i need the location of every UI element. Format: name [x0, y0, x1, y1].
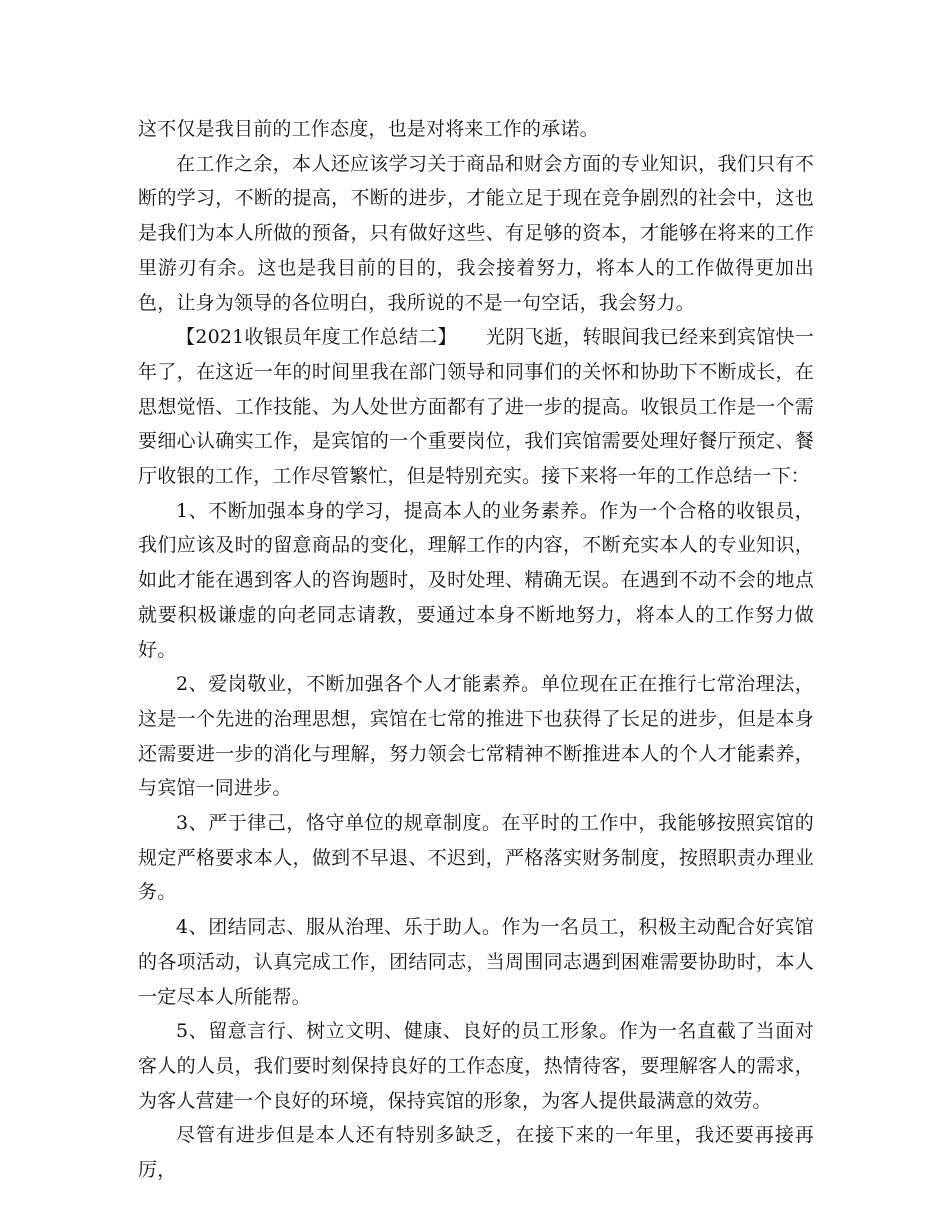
paragraph-7: 4、团结同志、服从治理、乐于助人。作为一名员工，积极主动配合好宾馆的各项活动，认真完成工作，团结同志，当周围同志遇到困难需要协助时，本人一定尽本人所能帮。 [138, 916, 814, 1008]
paragraph-1: 这不仅是我目前的工作态度，也是对将来工作的承诺。 [138, 118, 599, 140]
paragraph-5: 2、爱岗敬业，不断加强各个人才能素养。单位现在正在推行七常治理法，这是一个先进的治理思想，宾馆在七常的推进下也获得了长足的进步，但是本身还需要进一步的消化与理解，努力领会七常精神不断推进本人的个人才能素养，与宾馆一同进步。 [138, 673, 814, 800]
paragraph-8: 5、留意言行、树立文明、健康、良好的员工形象。作为一名直截了当面对客人的人员，我们要时刻保持良好的工作态度，热情待客，要理解客人的需求，为客人营建一个良好的环境，保持宾馆的形象，为客人提供最满意的效劳。 [138, 1020, 814, 1112]
paragraph-2: 在工作之余，本人还应该学习关于商品和财会方面的专业知识，我们只有不断的学习，不断的提高，不断的进步，才能立足于现在竞争剧烈的社会中，这也是我们为本人所做的预备，只有做好这些、有足够的资本，才能够在将来的工作里游刃有余。这也是我目前的目的，我会接着努力，将本人的工作做得更加出色，让身为领导的各位明白，我所说的不是一句空话，我会努力。 [138, 152, 814, 314]
paragraph-4: 1、不断加强本身的学习，提高本人的业务素养。作为一个合格的收银员，我们应该及时的留意商品的变化，理解工作的内容，不断充实本人的专业知识，如此才能在遇到客人的咨询题时，及时处理、精确无误。在遇到不动不会的地点就要积极谦虚的向老同志请教，要通过本身不断地努力，将本人的工作努力做好。 [138, 499, 814, 661]
document-page [138, 112, 814, 1188]
paragraph-3: 【2021收银员年度工作总结二】 光阴飞逝，转眼间我已经来到宾馆快一年了，在这近一年的时间里我在部门领导和同事们的关怀和协助下不断成长，在思想觉悟、工作技能、为人处世方面都有了进一步的提高。收银员工作是一个需要细心认确实工作，是宾馆的一个重要岗位，我们宾馆需要处理好餐厅预定、餐厅收银的工作，工作尽管繁忙，但是特别充实。接下来将一年的工作总结一下： [138, 326, 814, 488]
paragraph-6: 3、严于律己，恪守单位的规章制度。在平时的工作中，我能够按照宾馆的规定严格要求本人，做到不早退、不迟到，严格落实财务制度，按照职责办理业务。 [138, 812, 814, 904]
paragraph-9: 尽管有进步但是本人还有特别多缺乏，在接下来的一年里，我还要再接再厉， [138, 1124, 814, 1182]
